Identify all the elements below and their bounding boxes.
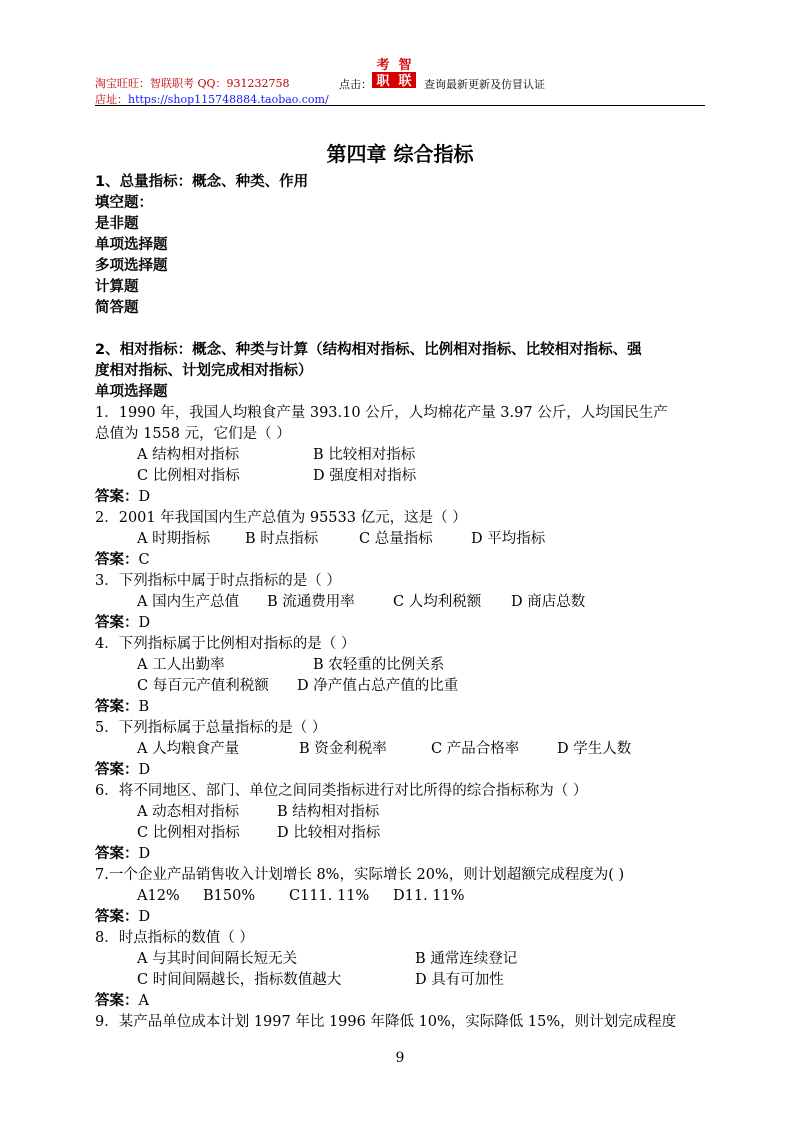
- section2-subheading: 单项选择题: [95, 384, 168, 400]
- svg-text:联: 联: [398, 74, 412, 88]
- answer-line: [95, 760, 710, 781]
- answer-value: D: [138, 846, 151, 862]
- option-row: [95, 529, 710, 550]
- option-choice: C 比例相对指标: [137, 825, 240, 841]
- option-choice: A 结构相对指标: [137, 447, 240, 463]
- option-row: [95, 886, 710, 907]
- section1-item: 简答题: [95, 300, 139, 316]
- option-choice: B150%: [203, 888, 256, 904]
- header-divider: [95, 105, 705, 106]
- answer-label: 答案：: [95, 909, 139, 925]
- option-row: [95, 739, 710, 760]
- option-choice: A 时期指标: [137, 531, 211, 547]
- option-choice: C 时间间隔越长，指标数值越大: [137, 972, 342, 988]
- question-text: 1．1990 年，我国人均粮食产量 393.10 公斤，人均棉花产量 3.97 公斤，人均国民生产: [95, 405, 668, 421]
- option-choice: B 流通费用率: [267, 594, 355, 610]
- answer-label: 答案：: [95, 762, 139, 778]
- chapter-title: 第四章 综合指标: [326, 142, 474, 166]
- answer-line: [95, 844, 710, 865]
- document-body: [95, 172, 710, 1033]
- option-row: [95, 655, 710, 676]
- section1-item: 计算题: [95, 279, 139, 295]
- header-shop-info: [95, 76, 329, 108]
- question-text: 6．将不同地区、部门、单位之间同类指标进行对比所得的综合指标称为（ ）: [95, 783, 588, 799]
- section2-heading-line2: 度相对指标、计划完成相对指标）: [95, 363, 313, 379]
- spacer: [95, 319, 710, 340]
- option-choice: B 农轻重的比例关系: [313, 657, 445, 673]
- option-choice: D 具有可加性: [415, 972, 504, 988]
- option-choice: B 资金利税率: [299, 741, 387, 757]
- option-choice: B 通常连续登记: [415, 951, 518, 967]
- page-number: 9: [395, 1050, 405, 1066]
- logo-icon[interactable]: [372, 56, 416, 88]
- section1-item: 是非题: [95, 216, 139, 232]
- answer-label: 答案：: [95, 552, 139, 568]
- option-choice: B 时点指标: [245, 531, 319, 547]
- option-row: [95, 823, 710, 844]
- question-text: 7.一个企业产品销售收入计划增长 8%，实际增长 20%，则计划超额完成程度为( ): [95, 867, 625, 883]
- question-9-text: 9．某产品单位成本计划 1997 年比 1996 年降低 10%，实际降低 15%，则计划完成程度: [95, 1014, 677, 1030]
- option-row: [95, 802, 710, 823]
- question-text: 5．下列指标属于总量指标的是（ ）: [95, 720, 327, 736]
- option-row: [95, 949, 710, 970]
- question-text: 4．下列指标属于比例相对指标的是（ ）: [95, 636, 356, 652]
- option-choice: A 人均粮食产量: [137, 741, 240, 757]
- section2-heading-line1: 2、相对指标：概念、种类与计算（结构相对指标、比例相对指标、比较相对指标、强: [95, 342, 642, 358]
- option-choice: A 与其时间间隔长短无关: [137, 951, 298, 967]
- option-row: [95, 592, 710, 613]
- header-shop-label: 店址：: [95, 93, 128, 106]
- section1-item: 填空题：: [95, 195, 153, 211]
- svg-text:智: 智: [398, 58, 412, 73]
- option-choice: D 比较相对指标: [277, 825, 381, 841]
- option-choice: D11. 11%: [393, 888, 465, 904]
- answer-value: B: [138, 699, 150, 715]
- option-choice: A12%: [137, 888, 180, 904]
- option-choice: C 每百元产值利税额: [137, 678, 269, 694]
- option-choice: C 总量指标: [359, 531, 433, 547]
- section1-item: 单项选择题: [95, 237, 168, 253]
- answer-line: [95, 907, 710, 928]
- answer-value: D: [138, 762, 151, 778]
- header-contact: 淘宝旺旺：智联职考 QQ：931232758: [95, 77, 290, 90]
- answer-line: [95, 991, 710, 1012]
- option-choice: A 工人出勤率: [137, 657, 225, 673]
- svg-text:考: 考: [376, 58, 390, 73]
- option-choice: D 净产值占总产值的比重: [297, 678, 459, 694]
- option-choice: C 比例相对指标: [137, 468, 240, 484]
- answer-label: 答案：: [95, 699, 139, 715]
- option-row: [95, 445, 710, 466]
- answer-value: D: [138, 615, 151, 631]
- answer-line: [95, 613, 710, 634]
- answer-label: 答案：: [95, 846, 139, 862]
- section1-item-list: [95, 193, 710, 319]
- option-choice: B 结构相对指标: [277, 804, 380, 820]
- section1-item: 多项选择题: [95, 258, 168, 274]
- option-choice: D 学生人数: [557, 741, 632, 757]
- option-row: [95, 466, 710, 487]
- verify-link-text[interactable]: 查询最新更新及仿冒认证: [424, 78, 545, 91]
- answer-value: C: [138, 552, 150, 568]
- section1-heading: 1、总量指标：概念、种类、作用: [95, 174, 309, 190]
- option-choice: D 平均指标: [471, 531, 546, 547]
- question-text: 总值为 1558 元，它们是（ ）: [95, 426, 291, 442]
- question-text: 2．2001 年我国国内生产总值为 95533 亿元，这是（ ）: [95, 510, 467, 526]
- answer-value: A: [138, 993, 149, 1009]
- answer-value: D: [138, 489, 151, 505]
- option-choice: A 动态相对指标: [137, 804, 240, 820]
- option-choice: B 比较相对指标: [313, 447, 416, 463]
- option-choice: C 人均利税额: [393, 594, 482, 610]
- question-list: [95, 403, 710, 1012]
- answer-label: 答案：: [95, 993, 139, 1009]
- answer-value: D: [138, 909, 151, 925]
- option-row: [95, 676, 710, 697]
- answer-label: 答案：: [95, 615, 139, 631]
- option-choice: C 产品合格率: [431, 741, 520, 757]
- answer-line: [95, 697, 710, 718]
- shop-link[interactable]: https://shop115748884.taobao.com/: [128, 93, 329, 106]
- header-click-label: 点击：: [339, 78, 372, 91]
- option-choice: D 商店总数: [511, 594, 586, 610]
- option-choice: A 国内生产总值: [137, 594, 240, 610]
- option-choice: D 强度相对指标: [313, 468, 417, 484]
- option-choice: C111. 11%: [289, 888, 370, 904]
- option-row: [95, 970, 710, 991]
- answer-line: [95, 550, 710, 571]
- svg-text:职: 职: [376, 74, 390, 88]
- answer-label: 答案：: [95, 489, 139, 505]
- question-text: 3．下列指标中属于时点指标的是（ ）: [95, 573, 341, 589]
- question-text: 8．时点指标的数值（ ）: [95, 930, 254, 946]
- answer-line: [95, 487, 710, 508]
